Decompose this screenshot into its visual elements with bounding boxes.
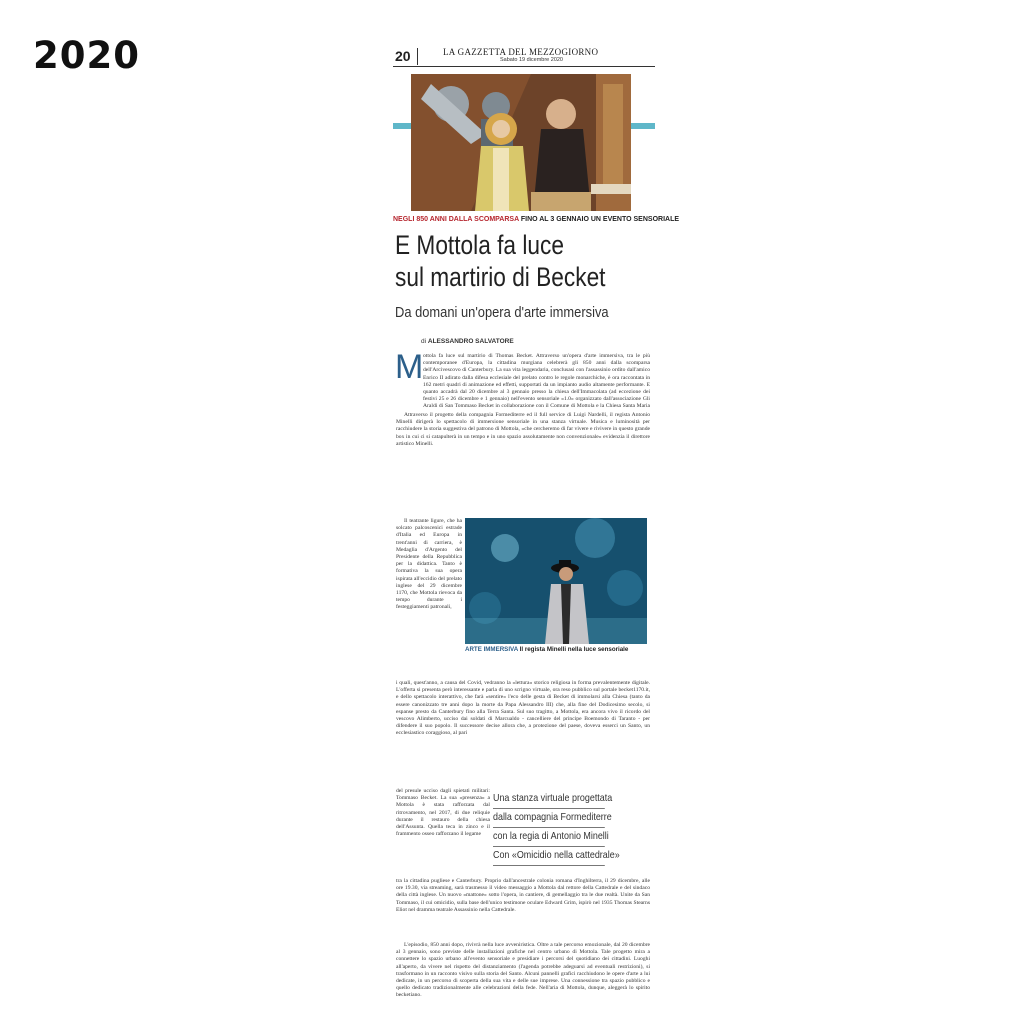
headline-line-1: E Mottola fa luce [395,230,564,260]
subheadline: Da domani un'opera d'arte immersiva [395,304,609,321]
pull-quote-line-2: dalla compagnia Formediterre [493,809,605,828]
fresco-illustration [411,74,631,211]
pull-quote-line-3: con la regia di Antonio Minelli [493,828,605,847]
body-paragraph-3-continued: i quali, quest'anno, a causa del Covid, vedranno la «lettura» storico religiosa in forma prevalentemente digitale. L'offerta si presenta però interessante e parla di uno scrigno virtuale, ora reso pubblico sul portale becket1170.it, e dello spettacolo interattivo, che farà «sentire» l'eco delle gesta di Becket di immolarsi alla Chiesa (tanto da essere canonizzato tre anni dopo la morte da Papa Alessandro III) che, alla fine del Dodicesimo secolo, si espanse presto da Canterbury fino alla Terra Santa. Sul suo tragitto, a Mottola, era ancora vivo il ricordo del vescovo Alimberto, ucciso dai soldati di Marcualdo - cancelliere del principe Boemondo di Taranto - per difendere il suo popolo. Il successore decise allora che, a protezione del paese, doveva esserci un Santo, un ecclesiastico coraggioso, al pari [396,680,650,737]
newspaper-page [393,46,680,1000]
page-number: 20 [395,48,418,65]
headline [395,229,615,293]
pull-quote-line-1: Una stanza virtuale progettata [493,790,605,809]
pull-quote-line-4: Con «Omicidio nella cattedrale» [493,847,605,866]
immersive-art-photo [465,518,647,644]
byline [421,338,514,345]
fresco-image [411,74,631,211]
body-paragraph-5: L'episodio, 850 anni dopo, rivivrà nella luce avveniristica. Oltre a tale percorso emozionale, dal 20 dicembre al 3 gennaio, sono previste delle installazioni grafiche nel centro urbano di Mottola. Tale progetto mira a connettere lo spazio urbano all'evento sensoriale e presidiare i percorsi del quotidiano dei cittadini. Luoghi all'aperto, da vivere nel rispetto del distanziamento (l'agenda potrebbe adeguarsi ad eventuali restrizioni), si trasformano in un racconto visivo sulla storia del Santo. Alcuni pannelli grafici racchiudono le opere d'arte a lui dedicate, in un percorso di scoperta della sua vita e delle sue imprese. Una connessione tra spazio pubblico e quello dedicato tradizionalmente alle celebrazioni della fede. Nell'aria di Mottola, dunque, aleggerà lo spirito becketiano. [396,942,650,999]
kicker-red: NEGLI 850 ANNI DALLA SCOMPARSA [393,216,519,223]
pull-quote [493,790,623,866]
newspaper-name: LA GAZZETTA DEL MEZZOGIORNO [443,47,599,57]
event-photo [465,518,647,644]
byline-author: ALESSANDRO SALVATORE [427,338,514,345]
headline-line-2: sul martirio di Becket [395,262,606,292]
teal-accent-left [393,123,411,129]
issue-date: Sabato 19 dicembre 2020 [500,57,563,63]
drop-cap: M [395,348,424,386]
body-paragraph-2: Attraverso il progetto della compagnia Formediterre ed il full service di Luigi Nardelli, il regista Antonio Minelli dirigerà lo spettacolo di immersione sensoriale in una stanza virtuale. Musica e luminosità per racchiudere la storia suggestiva del patrono di Mottola, «che cercheremo di far vivere e rivivere in questo grande box in cui ci si catapulterà in un tempo e in uno spazio assolutamente non convenzionale» evidenzia il direttore artistico Minelli. [396,412,650,447]
article-kicker [393,216,680,223]
caption-text: Il regista Minelli nella luce sensoriale [519,646,629,653]
body-paragraph-1: ottola fa luce sul martirio di Thomas Becket. Attraverso un'opera d'arte immersiva, tra le più contemporanee d'Europa, la cittadina murgiana celebrerà gli 850 anni dalla scomparsa dell'Arcivescovo di Canterbury. La sua vita leggendaria, conclusasi con l'assassinio ordito dall'amico Enrico II adirato dalla difesa ecclesiale del prelato contro le regole monarchiche, è ora raccontata in 162 metri quadri di animazione ed effetti, supportati da un impianto audio altamente performante. E quanto accadrà dal 20 dicembre al 3 gennaio presso la chiesa dell'Immacolata (ad eccezione dei festivi 25 e 26 dicembre e 1 gennaio) nell'evento sensoriale «1.0» organizzato dall'associazione Gli Araldi di San Tommaso Becket in collaborazione con il Comune di Mottola e la Chiesa Santa Maria [423,353,650,410]
body-paragraph-4: del presule ucciso dagli spietati militari: Tommaso Becket. La sua «presenza» a Mottola è stata rafforzata dal ritrovamento, nel 2017, di due reliquie durante il restauro della chiesa dell'Assunta. Quella teca in zinco e il frammento osseo rafforzano il legame [396,788,490,838]
byline-prefix: di [421,338,427,345]
teal-accent-right [631,123,655,129]
caption-kicker: ARTE IMMERSIVA [465,646,518,653]
kicker-black: FINO AL 3 GENNAIO UN EVENTO SENSORIALE [520,216,680,223]
body-paragraph-3: Il teatrante ligure, che ha solcato palcoscenici estrade d'Italia ed Europa in trent'anni di carriera, è Medaglia d'Argento del Presidente della Repubblica per la didattica. Tanto è formativa la sua opera ispirata all'eccidio del prelato inglese del 29 dicembre 1170, che Mottola rievoca da tempo durante i festeggiamenti patronali, [396,518,462,611]
photo-caption [465,646,650,653]
body-paragraph-4-continued: tra la cittadina pugliese e Canterbury. Proprio dall'ancestrale colonia romana d'Inghilterra, il 29 dicembre, alle ore 19.30, via streaming, sarà trasmesso il video messaggio a Mottola dal rettore della Cattedrale e del sindaco della città inglese. Un nuovo «mattone» sotto l'opera, in cantiere, di gemellaggio tra le due realtà. Unite da San Tommaso, il cui omicidio, sulla base dell'unico testimone oculare Edward Grim, ispirò nel 1935 Thomas Stearns Eliot nel dramma teatrale Assassinio nella Cattedrale. [396,878,650,913]
masthead [393,46,655,67]
year-label: 2020 [33,34,140,77]
